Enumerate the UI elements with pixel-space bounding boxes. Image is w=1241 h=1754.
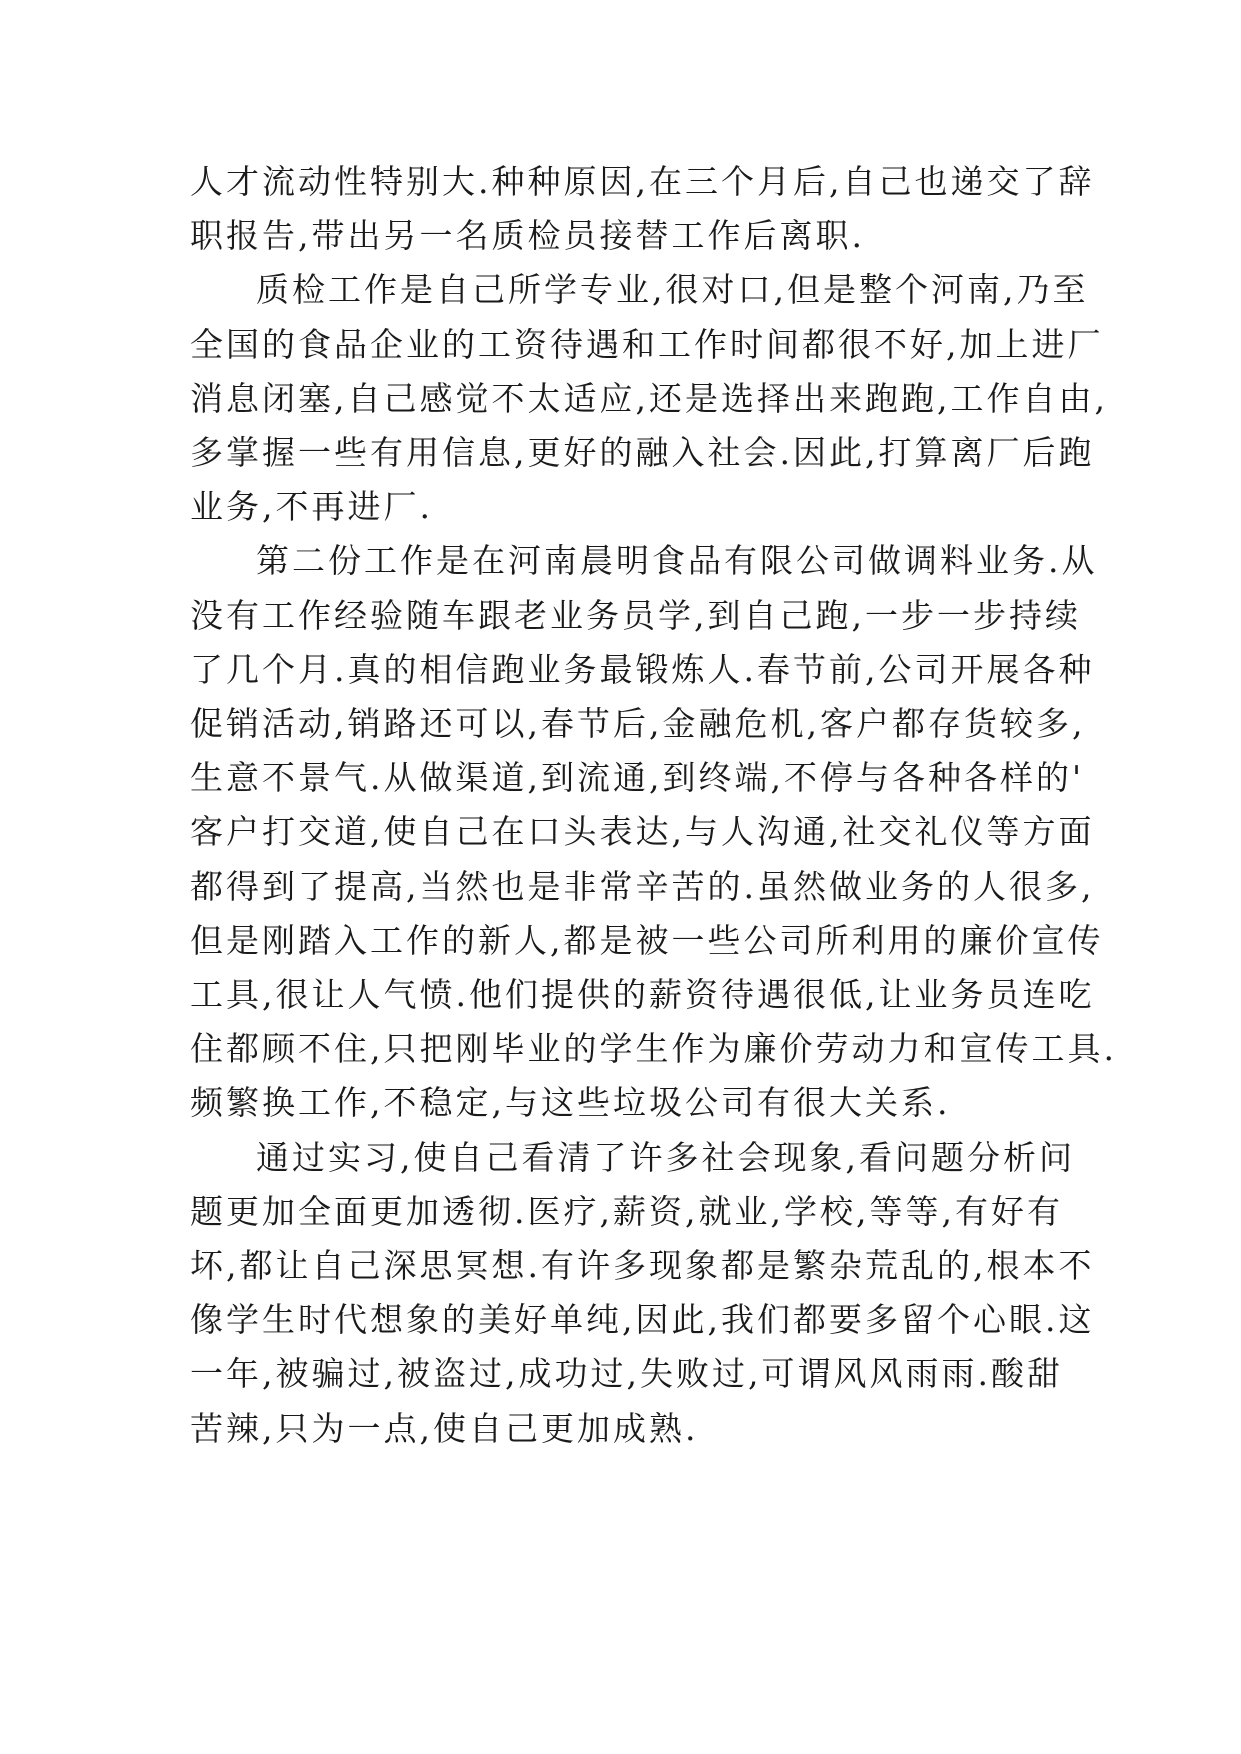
text-line: 职报告,带出另一名质检员接替工作后离职. <box>190 216 865 256</box>
text-line: 多掌握一些有用信息,更好的融入社会.因此,打算离厂后跑 <box>190 433 1095 473</box>
text-line: 像学生时代想象的美好单纯,因此,我们都要多留个心眼.这 <box>190 1300 1095 1340</box>
text-line: 题更加全面更加透彻.医疗,薪资,就业,学校,等等,有好有 <box>190 1191 1063 1231</box>
text-line: 人才流动性特别大.种种原因,在三个月后,自己也递交了辞 <box>190 162 1095 201</box>
paragraph-2 <box>190 263 1108 534</box>
text-line: 了几个月.真的相信跑业务最锻炼人.春节前,公司开展各种 <box>190 649 1095 689</box>
text-line: 通过实习,使自己看清了许多社会现象,看问题分析问 <box>256 1137 1075 1177</box>
text-line: 坏,都让自己深思冥想.有许多现象都是繁杂荒乱的,根本不 <box>190 1246 1095 1286</box>
text-line: 但是刚踏入工作的新人,都是被一些公司所利用的廉价宣传 <box>190 920 1104 960</box>
text-line: 客户打交道,使自己在口头表达,与人沟通,社交礼仪等方面 <box>190 812 1095 852</box>
text-line: 生意不景气.从做渠道,到流通,到终端,不停与各种各样的' <box>190 758 1085 798</box>
text-line: 工具,很让人气愤.他们提供的薪资待遇很低,让业务员连吃 <box>190 975 1095 1015</box>
text-line: 都得到了提高,当然也是非常辛苦的.虽然做业务的人很多, <box>190 866 1095 906</box>
paragraph-3 <box>190 534 1117 1130</box>
paragraph-1 <box>190 155 1095 263</box>
text-line: 业务,不再进厂. <box>190 487 433 527</box>
text-line: 苦辣,只为一点,使自己更加成熟. <box>190 1408 699 1448</box>
text-line: 住都顾不住,只把刚毕业的学生作为廉价劳动力和宣传工具. <box>190 1029 1117 1069</box>
text-line: 质检工作是自己所学专业,很对口,但是整个河南,乃至 <box>256 270 1089 310</box>
text-line: 全国的食品企业的工资待遇和工作时间都很不好,加上进厂 <box>190 324 1104 364</box>
text-line: 一年,被骗过,被盗过,成功过,失败过,可谓风风雨雨.酸甜 <box>190 1354 1063 1394</box>
text-line: 第二份工作是在河南晨明食品有限公司做调料业务.从 <box>256 541 1098 581</box>
body-text <box>190 155 1117 1456</box>
text-line: 没有工作经验随车跟老业务员学,到自己跑,一步一步持续 <box>190 595 1081 635</box>
text-line: 消息闭塞,自己感觉不太适应,还是选择出来跑跑,工作自由, <box>190 378 1108 418</box>
text-line: 频繁换工作,不稳定,与这些垃圾公司有很大关系. <box>190 1083 951 1123</box>
paragraph-4 <box>190 1131 1095 1456</box>
text-line: 促销活动,销路还可以,春节后,金融危机,客户都存货较多, <box>190 704 1086 744</box>
